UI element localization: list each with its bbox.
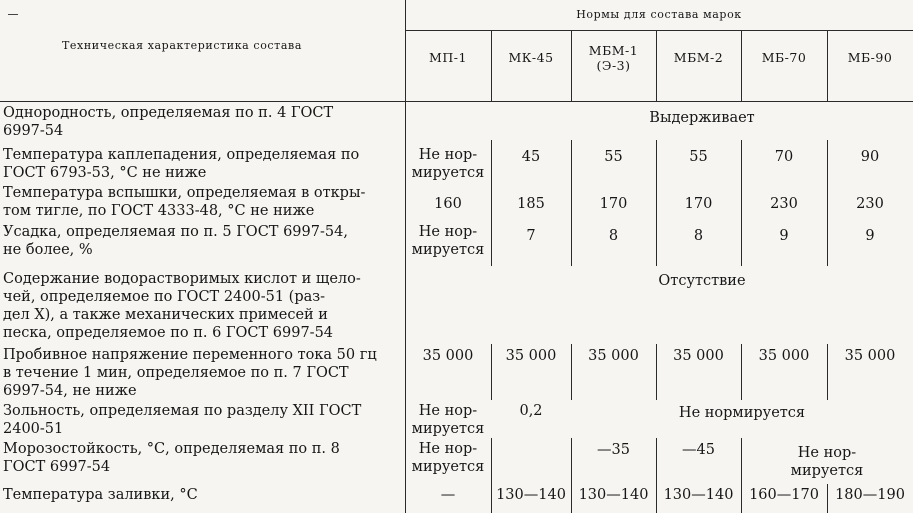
row-breakdown-voltage-mb90: 35 000	[844, 348, 896, 364]
row-pour-temp-mk45: 130—140	[496, 487, 566, 503]
row-shrinkage-mbm1: 8	[608, 228, 619, 244]
column-divider	[491, 30, 492, 101]
row-breakdown-voltage-mb70: 35 000	[758, 348, 810, 364]
column-divider	[827, 30, 828, 101]
row-drop-point-mbm1: 55	[604, 149, 623, 165]
row-frost-resistance-label: Морозостойкость, °С, определяемая по п. 8 ГОСТ 6997-54	[3, 441, 340, 475]
row-homogeneity-value: Выдерживает	[649, 110, 755, 126]
corner-mark	[8, 14, 18, 15]
col-mp1: МП-1	[429, 50, 467, 65]
row-ash-value: Не нормируется	[678, 405, 806, 421]
row-breakdown-voltage-mbm2: 35 000	[673, 348, 724, 364]
row-breakdown-voltage-mp1: 35 000	[422, 348, 474, 364]
row-pour-temp-mbm2: 130—140	[663, 487, 734, 503]
row-flash-point-mb70: 230	[770, 196, 798, 212]
row-pour-temp-mp1: —	[440, 487, 456, 503]
header-rule	[0, 101, 913, 102]
header-rule	[405, 30, 913, 31]
row-shrinkage-mb90: 9	[865, 228, 875, 244]
row-breakdown-voltage-mbm1: 35 000	[588, 348, 639, 364]
row-flash-point-mbm2: 170	[684, 196, 713, 212]
row-shrinkage-mbm2: 8	[693, 228, 704, 244]
col-mbm2: МБМ-2	[673, 50, 724, 65]
row-flash-point-mb90: 230	[856, 196, 884, 212]
row-drop-point-label: Температура каплепадения, определяемая по ГОСТ 6793-53, °С не ниже	[3, 147, 360, 181]
row-shrinkage-mp1: Не нор- мируется	[411, 224, 485, 258]
row-ash-mk45: 0,2	[519, 403, 543, 419]
row-ash-mp1: Не нор- мируется	[411, 403, 485, 437]
column-divider	[741, 30, 742, 101]
row-acids-label: Содержание водорастворимых кислот и щело- чей, определяемое по ГОСТ 2400-51 (раз- дел X), а также механических примесей и песка, определяемое по п. 6 ГОСТ 6997-54	[3, 271, 361, 341]
row-pour-temp-mbm1: 130—140	[578, 487, 649, 503]
row-ash-label: Зольность, определяемая по разделу XII ГОСТ 2400-51	[3, 403, 362, 437]
row-shrinkage-label: Усадка, определяемая по п. 5 ГОСТ 6997-54, не более, %	[3, 224, 348, 258]
norms-header: Нормы для состава марок	[576, 8, 742, 21]
row-flash-point-mbm1: 170	[599, 196, 628, 212]
row-drop-point-mk45: 45	[521, 149, 541, 165]
col-mbm1-alt: (Э-3)	[596, 58, 631, 73]
row-acids-value: Отсутствие	[658, 273, 746, 289]
row-pour-temp-mb70: 160—170	[749, 487, 819, 503]
row-frost-resistance-mb: Не нор- мируется	[790, 445, 864, 479]
row-frost-resistance-mbm2: —45	[682, 442, 715, 458]
row-frost-resistance-mp1: Не нор- мируется	[411, 441, 485, 475]
row-homogeneity-label: Однородность, определяемая по п. 4 ГОСТ 6997-54	[3, 105, 334, 139]
row-flash-point-label: Температура вспышки, определяемая в откры- том тигле, по ГОСТ 4333-48, °С не ниже	[3, 185, 366, 219]
col-mk45: МК-45	[508, 50, 554, 65]
row-pour-temp-label: Температура заливки, °С	[3, 487, 198, 503]
column-divider	[656, 30, 657, 101]
row-pour-temp-mb90: 180—190	[835, 487, 905, 503]
characteristic-header: Техническая характеристика состава	[62, 39, 302, 52]
row-drop-point-mbm2: 55	[689, 149, 708, 165]
row-shrinkage-mk45: 7	[526, 228, 536, 244]
row-shrinkage-mb70: 9	[779, 228, 789, 244]
row-drop-point-mp1: Не нор- мируется	[411, 147, 485, 181]
row-breakdown-voltage-mk45: 35 000	[505, 348, 557, 364]
row-flash-point-mk45: 185	[517, 196, 545, 212]
row-drop-point-mb70: 70	[774, 149, 794, 165]
row-frost-resistance-mbm1: —35	[597, 442, 630, 458]
row-flash-point-mp1: 160	[434, 196, 462, 212]
col-mb90: МБ-90	[847, 50, 893, 65]
row-breakdown-voltage-label: Пробивное напряжение переменного тока 50 гц в течение 1 мин, определяемое по п. 7 ГОСТ 6997-54, не ниже	[3, 347, 377, 399]
col-mbm1: МБМ-1	[588, 43, 639, 58]
col-mb70: МБ-70	[761, 50, 807, 65]
row-drop-point-mb90: 90	[860, 149, 880, 165]
